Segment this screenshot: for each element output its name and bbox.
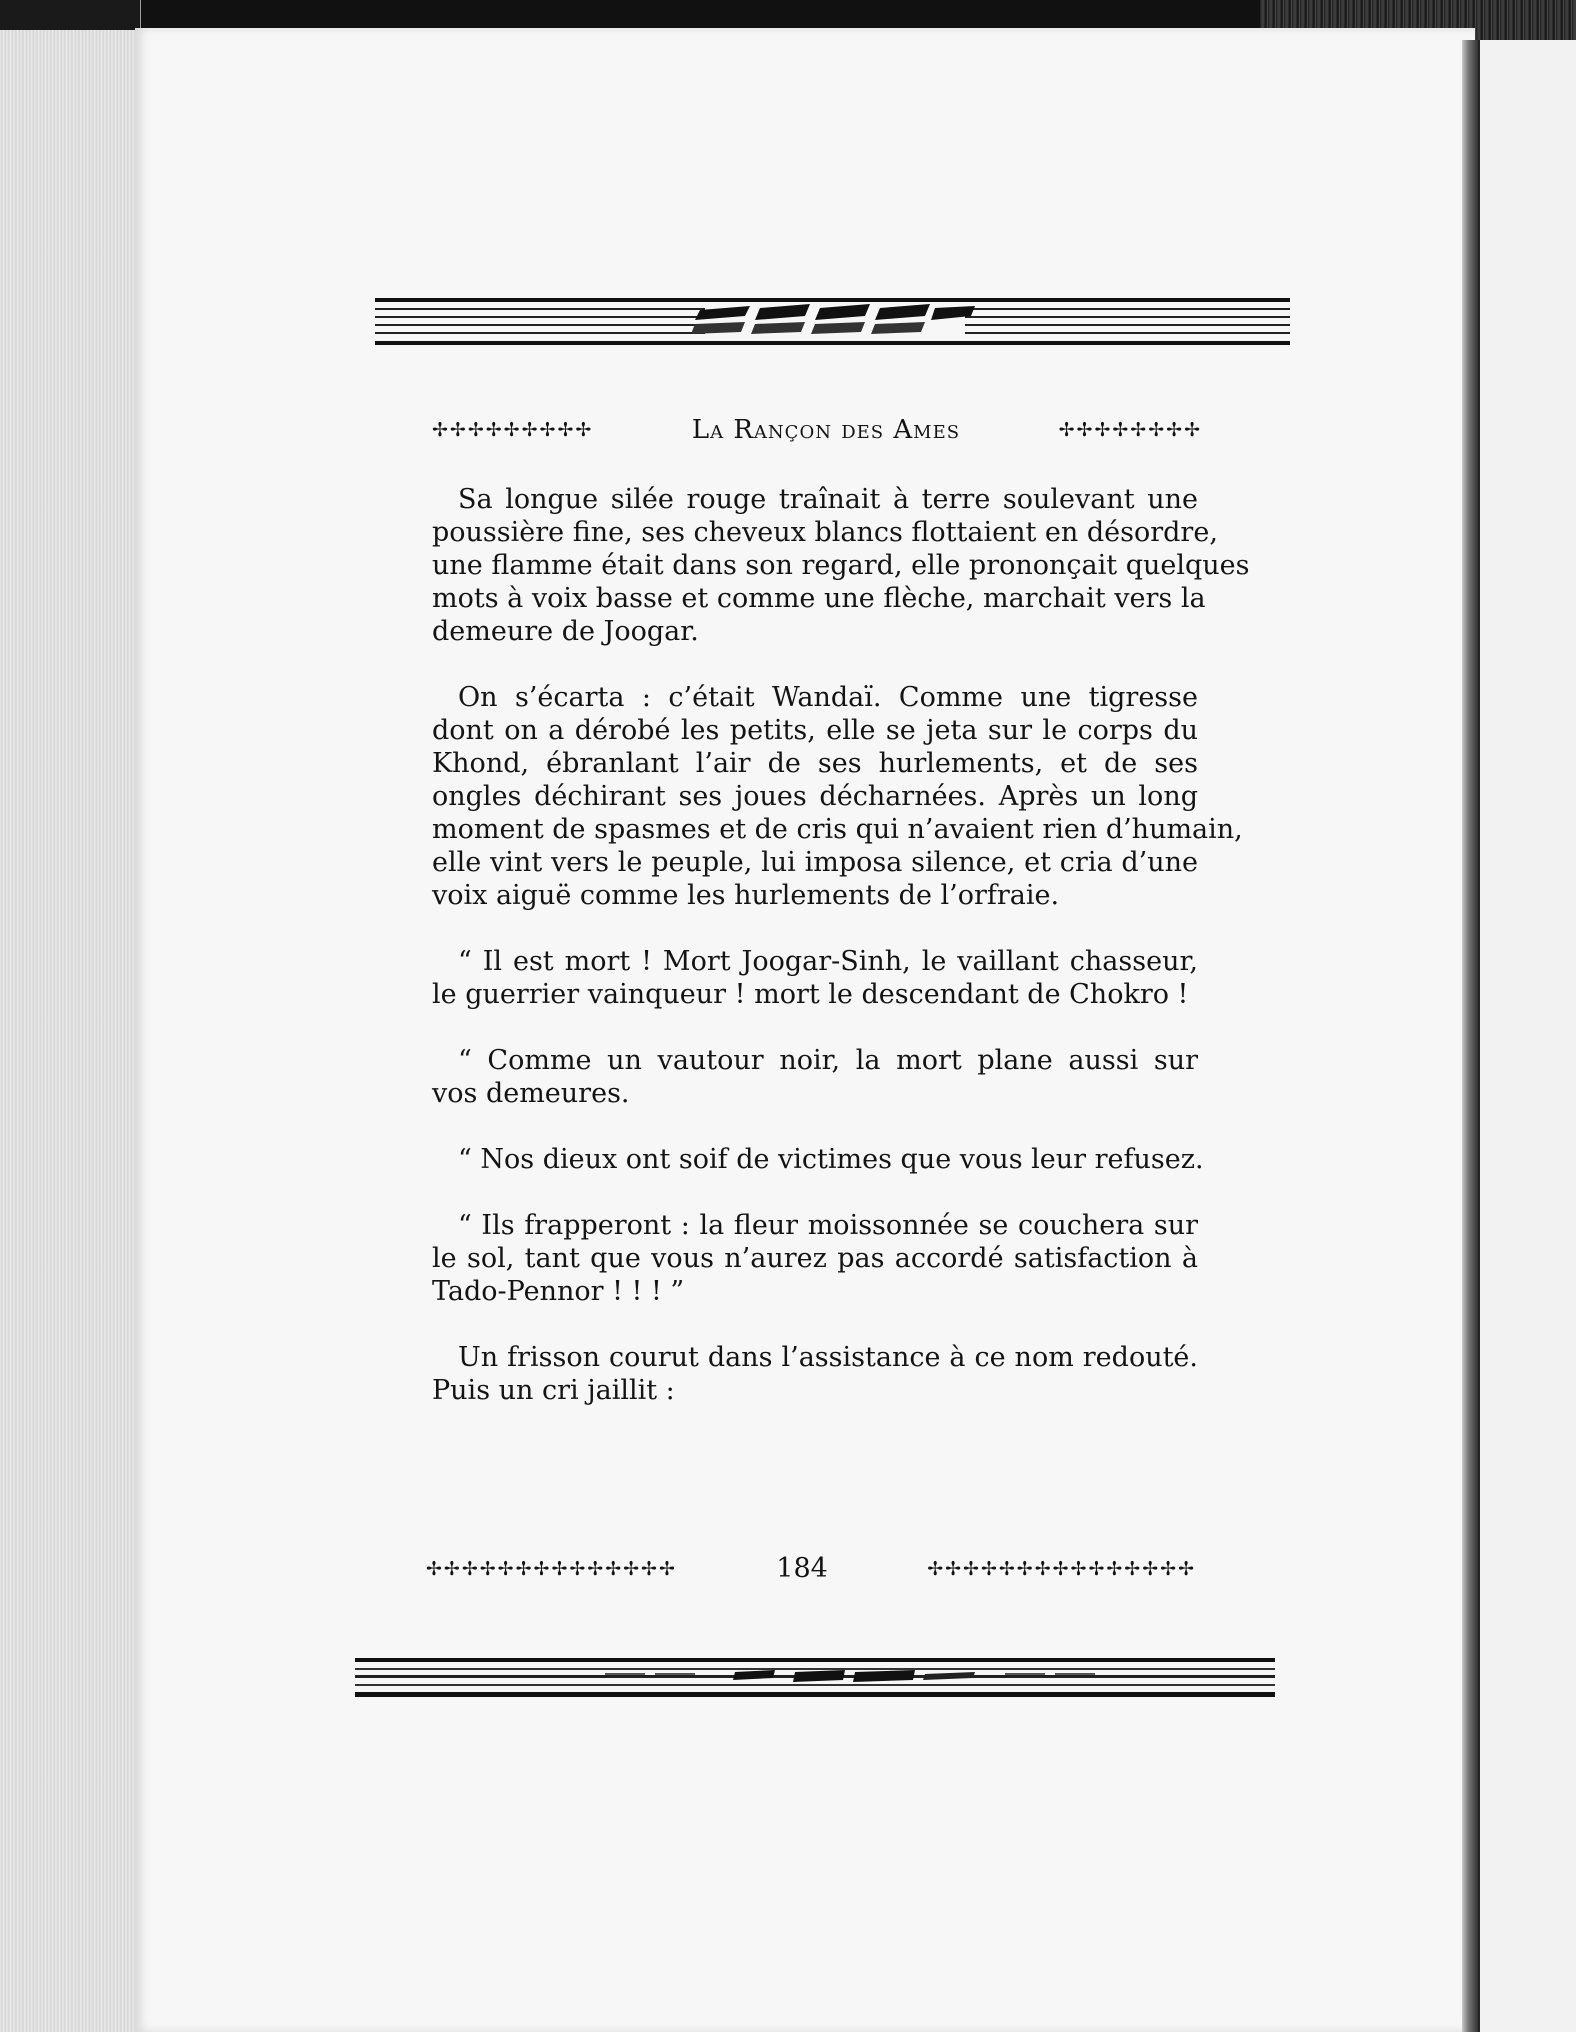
text-line: Khond, ébranlant l’air de ses hurlements, et de ses — [432, 748, 1198, 779]
paragraph-6 — [432, 1209, 1198, 1308]
text-line: une flamme était dans son regard, elle prononçait quelques — [432, 550, 1250, 581]
text-line: “ Ils frapperont : la fleur moissonnée se couchera sur — [458, 1210, 1198, 1241]
text-line: On s’écarta : c’était Wandaï. Comme une tigresse — [458, 682, 1198, 713]
paragraph-2 — [432, 681, 1243, 912]
text-line: Un frisson courut dans l’assistance à ce nom redouté. — [458, 1342, 1198, 1373]
text-line: Puis un cri jaillit : — [432, 1375, 675, 1406]
text-line: poussière fine, ses cheveux blancs flottaient en désordre, — [432, 517, 1218, 548]
text-line: Tado-Pennor ! ! ! ” — [432, 1276, 685, 1307]
running-head-title: La Rançon des Ames — [691, 415, 961, 445]
folio-left-ornament: ✢✢✢✢✢✢✢✢✢✢✢✢✢✢ — [426, 1557, 677, 1580]
paragraph-7 — [432, 1341, 1198, 1407]
bottom-ornament-rule — [355, 1656, 1275, 1698]
top-ornament-rule — [375, 296, 1290, 348]
facing-page-strip — [1478, 40, 1576, 2032]
text-line: dont on a dérobé les petits, elle se jeta sur le corps du — [432, 715, 1198, 746]
running-head — [432, 415, 1202, 445]
text-line: le guerrier vainqueur ! mort le descendant de Chokro ! — [432, 979, 1189, 1010]
running-head-right-ornament: ✢✢✢✢✢✢✢✢ — [1058, 419, 1202, 441]
text-line: “ Nos dieux ont soif de victimes que vous leur refusez. — [458, 1144, 1204, 1175]
page-stack-shadow — [0, 0, 140, 30]
text-line: elle vint vers le peuple, lui imposa silence, et cria d’une — [432, 847, 1198, 878]
running-head-left-ornament: ✢✢✢✢✢✢✢✢✢ — [432, 419, 594, 441]
text-line: le sol, tant que vous n’aurez pas accordé satisfaction à — [432, 1243, 1198, 1274]
text-line: voix aiguë comme les hurlements de l’orfraie. — [432, 880, 1060, 911]
page-number-line — [426, 1553, 1196, 1584]
text-line: “ Il est mort ! Mort Joogar-Sinh, le vaillant chasseur, — [458, 946, 1198, 977]
text-line: moment de spasmes et de cris qui n’avaient rien d’humain, — [432, 814, 1243, 845]
paragraph-5 — [432, 1143, 1204, 1176]
text-line: demeure de Joogar. — [432, 616, 699, 647]
text-line: “ Comme un vautour noir, la mort plane aussi sur — [458, 1045, 1198, 1076]
text-line: ongles déchirant ses joues décharnées. Après un long — [432, 781, 1198, 812]
paragraph-1 — [432, 483, 1250, 648]
page-stack-edge — [0, 0, 141, 2032]
gutter-shadow — [1462, 40, 1478, 2032]
page-number: 184 — [776, 1553, 828, 1584]
paragraph-3 — [432, 945, 1198, 1011]
body-text — [432, 483, 1250, 1440]
text-line: vos demeures. — [432, 1078, 630, 1109]
paragraph-4 — [432, 1044, 1198, 1110]
text-line: Sa longue silée rouge traînait à terre soulevant une — [458, 484, 1198, 515]
folio-right-ornament: ✢✢✢✢✢✢✢✢✢✢✢✢✢✢✢ — [927, 1557, 1196, 1580]
text-line: mots à voix basse et comme une flèche, marchait vers la — [432, 583, 1206, 614]
